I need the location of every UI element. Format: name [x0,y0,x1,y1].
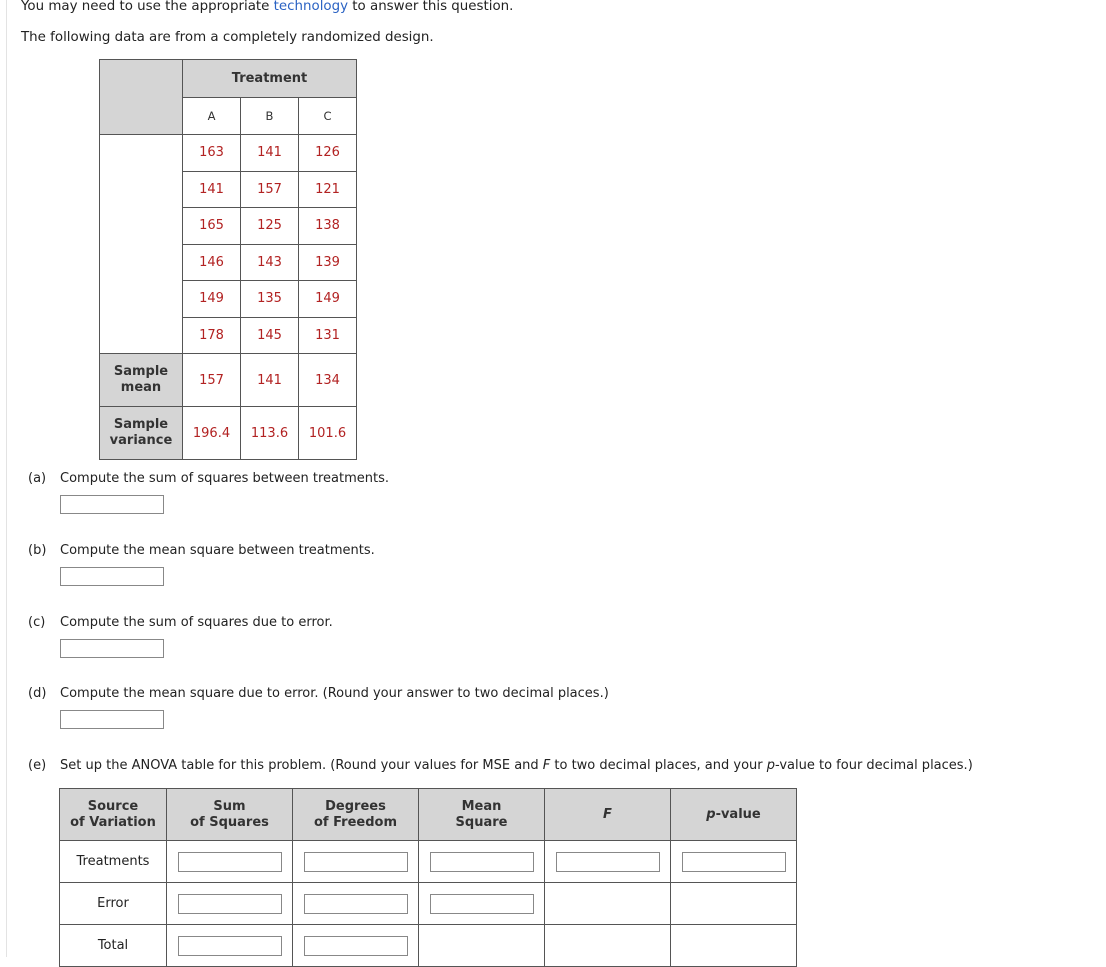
error-df-input[interactable] [304,894,408,914]
treatment-header: Treatment [183,60,357,98]
answer-b-input[interactable] [60,567,164,586]
row-label-total: Total [60,925,167,967]
total-df-input[interactable] [304,936,408,956]
data-cell: 141 [241,135,299,172]
question-e-p: p [766,758,776,773]
instruction-line [21,0,513,14]
header-df-line2: of Freedom [314,814,397,830]
sample-variance-label-line1: Sample [113,417,169,432]
header-p-rest: -value [715,806,761,822]
cell-treatments-ss [167,841,293,883]
answer-a-input[interactable] [60,495,164,514]
answer-c-input[interactable] [60,639,164,658]
data-cell: 149 [299,281,357,318]
cell-error-ss [167,883,293,925]
question-a-label: (a) [28,471,47,486]
row-label-error: Error [60,883,167,925]
corner-cell [100,60,183,135]
header-ms-line1: Mean [461,798,502,814]
cell-error-ms [419,883,545,925]
sample-mean-label-line2: mean [120,380,162,395]
data-cell: 135 [241,281,299,318]
cell-treatments-f [545,841,671,883]
question-b-text: Compute the mean square between treatments. [60,543,375,558]
sample-mean-label [100,354,183,407]
row-label-treatments: Treatments [60,841,167,883]
header-degrees-of-freedom [293,789,419,841]
header-ms-line2: Square [455,814,508,830]
header-mean-square [419,789,545,841]
question-a-text: Compute the sum of squares between treatments. [60,471,390,486]
question-e-text-mid: to two decimal places, and your [550,758,767,773]
column-header-a: A [183,98,241,135]
sample-variance-b: 113.6 [241,407,299,460]
cell-total-ms [419,925,545,967]
question-c-text: Compute the sum of squares due to error. [60,615,333,630]
data-cell: 163 [183,135,241,172]
anova-table [59,788,797,967]
cell-treatments-ms [419,841,545,883]
instruction-text: You may need to use the appropriate [21,0,274,14]
header-f: F [545,789,671,841]
data-cell: 143 [241,244,299,281]
data-cell: 145 [241,317,299,354]
header-df-line1: Degrees [325,798,386,814]
question-d [28,686,609,701]
cell-total-ss [167,925,293,967]
treatments-ms-input[interactable] [430,852,534,872]
cell-total-p [671,925,797,967]
data-cell: 131 [299,317,357,354]
sample-mean-a: 157 [183,354,241,407]
question-e [28,758,973,773]
problem-statement: The following data are from a completely randomized design. [21,30,434,45]
error-ms-input[interactable] [430,894,534,914]
total-ss-input[interactable] [178,936,282,956]
data-cell: 165 [183,208,241,245]
data-cell: 121 [299,171,357,208]
cell-total-f [545,925,671,967]
question-c [28,615,333,630]
treatments-ss-input[interactable] [178,852,282,872]
sample-mean-label-line1: Sample [113,364,169,379]
header-ss-line1: Sum [213,798,246,814]
cell-treatments-p [671,841,797,883]
question-b-label: (b) [28,543,47,558]
question-b [28,543,375,558]
header-sum-of-squares [167,789,293,841]
cell-error-p [671,883,797,925]
question-e-text: Set up the ANOVA table for this problem. (Round your values for MSE and [60,758,543,773]
column-header-c: C [299,98,357,135]
data-cell: 138 [299,208,357,245]
cell-treatments-df [293,841,419,883]
error-ss-input[interactable] [178,894,282,914]
data-cell: 157 [241,171,299,208]
data-cell: 126 [299,135,357,172]
header-source [60,789,167,841]
instruction-text-end: to answer this question. [348,0,514,14]
question-e-text-end: -value to four decimal places.) [775,758,973,773]
sample-variance-label [100,407,183,460]
technology-link[interactable]: technology [273,0,349,14]
question-c-label: (c) [28,615,46,630]
treatments-f-input[interactable] [556,852,660,872]
question-e-f: F [542,758,551,773]
data-cell: 146 [183,244,241,281]
question-d-text: Compute the mean square due to error. (Round your answer to two decimal places.) [60,686,609,701]
header-ss-line2: of Squares [190,814,269,830]
cell-total-df [293,925,419,967]
data-cell: 149 [183,281,241,318]
data-cell: 139 [299,244,357,281]
sample-mean-c: 134 [299,354,357,407]
treatments-df-input[interactable] [304,852,408,872]
cell-error-df [293,883,419,925]
sample-variance-a: 196.4 [183,407,241,460]
header-source-line1: Source [87,798,139,814]
answer-d-input[interactable] [60,710,164,729]
question-e-label: (e) [28,758,47,773]
cell-error-f [545,883,671,925]
sample-mean-b: 141 [241,354,299,407]
data-cell: 125 [241,208,299,245]
question-a [28,471,389,486]
data-table [99,59,357,460]
header-source-line2: of Variation [70,814,156,830]
row-label-blank [100,135,183,354]
question-d-label: (d) [28,686,47,701]
treatments-p-input[interactable] [682,852,786,872]
header-p-value [671,789,797,841]
left-border [6,0,7,957]
data-cell: 178 [183,317,241,354]
data-cell: 141 [183,171,241,208]
column-header-b: B [241,98,299,135]
header-p-italic: p [706,806,716,822]
sample-variance-c: 101.6 [299,407,357,460]
sample-variance-label-line2: variance [109,433,173,448]
